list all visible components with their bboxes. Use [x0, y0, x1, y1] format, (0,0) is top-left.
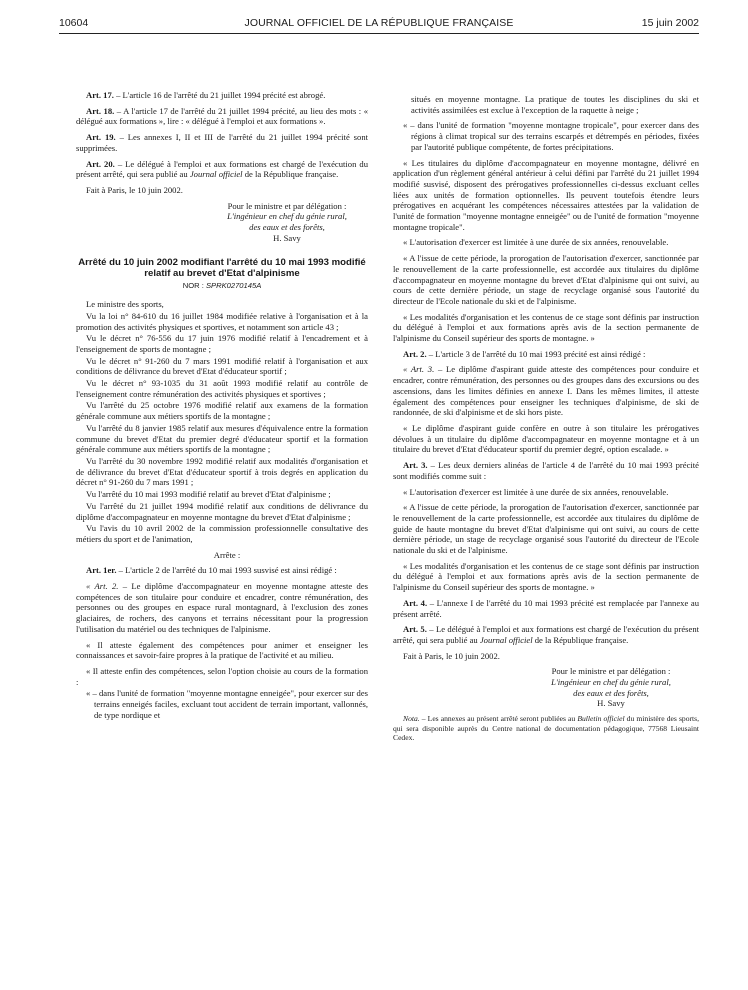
- signature-title: L'ingénieur en chef du génie rural,: [551, 677, 671, 688]
- nota-footnote: Nota. – Les annexes au présent arrêté seront publiées au Bulletin officiel du ministère des sports, qui sera disponible auprès du Centre national de documentation pédagogique, 77568 Lieusaint Cedex.: [393, 714, 700, 742]
- journal-reference: Journal officiel: [479, 634, 533, 645]
- visa-8: Vu l'arrêté du 10 mai 1993 modifié relatif au brevet d'Etat d'alpinisme ;: [86, 489, 331, 500]
- journal-reference: Journal officiel: [189, 169, 243, 180]
- article-label: Art. 5.: [403, 624, 427, 635]
- signing-place-date: Fait à Paris, le 10 juin 2002.: [86, 184, 183, 195]
- signature-block: [76, 201, 368, 244]
- article-label: Art. 1er.: [86, 565, 117, 576]
- header-rule: [59, 33, 699, 34]
- paragraph-modalites-1: « Les modalités d'organisation et les contenus de ce stage sont définis par instruction du délégué à l'emploi et aux formations après avis de la section permanente de l'alpinisme du Conseil supérieur des sports de montagne. »: [393, 311, 699, 344]
- article-text: – Les annexes I, II et III de l'arrêté du 21 juillet 1994 précité sont supprimées.: [76, 132, 369, 153]
- paragraph-autorisation-2: « L'autorisation d'exercer est limitée à une durée de six années, renouvelable.: [403, 486, 669, 497]
- issue-date: 15 juin 2002: [641, 17, 699, 29]
- article-label: Art. 17.: [86, 90, 114, 100]
- right-column: [393, 94, 699, 747]
- article-text: – Les deux derniers alinéas de l'article 4 de l'arrêté du 10 mai 1993 précité sont modifiés comme suit :: [393, 460, 699, 481]
- paragraph-atteste-1: « Il atteste également des compétences pour animer et enseigner les connaissances et savoir-faire propres à la pratique de l'activité et au milieu.: [76, 639, 368, 661]
- signature-title: des eaux et des forêts,: [249, 222, 325, 233]
- bulletin-reference: Bulletin officiel: [577, 714, 625, 724]
- article-text: – A l'article 17 de l'arrêté du 21 juillet 1994 précité, au lieu des mots : « délégué aux formations », lire : « délégué à l'emploi et aux formations ».: [76, 105, 369, 127]
- visa-3: Vu le décret n° 91-260 du 7 mars 1991 modifié relatif à l'organisation et aux conditions de délivrance du brevet d'Etat d'éducateur sportif ;: [76, 355, 368, 377]
- left-column: [76, 90, 368, 725]
- article-text: – Le délégué à l'emploi et aux formations est chargé de l'exécution du présent arrêté, qui sera publié au: [393, 624, 700, 645]
- article-label: Art. 4.: [403, 597, 428, 608]
- visa-7: Vu l'arrêté du 30 novembre 1992 modifié relatif aux modalités d'organisation et de délivrance du brevet d'Etat d'éducateur sportif à trois degrés en application du décret n° 91-260 du 7 mars 1991 ;: [76, 455, 368, 488]
- article-5: [393, 624, 699, 645]
- article-label: Art. 18.: [86, 105, 115, 116]
- visa-5: Vu l'arrêté du 25 octobre 1976 modifié relatif aux examens de la formation générale commune aux métiers sportifs de la montagne ;: [76, 400, 368, 422]
- quoted-text: – Le diplôme d'accompagnateur en moyenne montagne atteste des compétences de son titulaire pour conduire et encadrer, contre rémunération, des personnes ou des groupes en espace rural montagnard, à l'exclusion des zones glaciaires, de rochers, des canyons et terrains nécessitant pour la progression l'utilisation du matériel ou des techniques de l'alpinisme.: [76, 581, 368, 634]
- article-18: [76, 106, 368, 127]
- article-20: [76, 159, 368, 180]
- signature-title: des eaux et des forêts,: [573, 687, 649, 698]
- article-text: – L'annexe I de l'arrêté du 10 mai 1993 précité est remplacée par l'annexe au présent arrêté.: [393, 597, 699, 619]
- page-header: [59, 17, 699, 31]
- option-item-enneigee-continued: situés en moyenne montagne. La pratique de toutes les disciplines du ski et activités assimilées est exclue à l'exception de la raquette à neige ;: [411, 94, 699, 115]
- signature-line: Pour le ministre et par délégation :: [227, 200, 347, 211]
- paragraph-autorisation-1: « L'autorisation d'exercer est limitée à une durée de six années, renouvelable.: [403, 237, 669, 248]
- article-text: de la République française.: [242, 169, 339, 180]
- article-3: [393, 460, 699, 481]
- paragraph-issue-1: « A l'issue de cette période, la prorogation de l'autorisation d'exercer, sanctionnée par le renouvellement de la carte professionnelle, est accordée aux titulaires du diplôme d'accompagnateur en moyenne montagne du brevet d'Etat d'alpinisme qui ont suivi, au cours de cette dernière période, un stage de recyclage organisé sous l'autorité du directeur de l'Ecole nationale du ski et de l'alpinisme.: [393, 253, 699, 306]
- option-item-tropicale: « – dans l'unité de formation "moyenne montagne tropicale", pour exercer dans des régions à climat tropical sur des terrains escarpés et détrempés en périodes, fixées par l'autorité publique compétente, de fortes précipitations.: [403, 120, 699, 152]
- paragraph-issue-2: « A l'issue de cette période, la prorogation de l'autorisation d'exercer, sanctionnée par le renouvellement de la carte professionnelle, est accordée aux titulaires du diplôme de guide de haute montagne du brevet d'Etat d'alpinisme qui ont suivi, au cours de cette dernière période, un stage de recyclage organisé sous l'autorité du directeur de l'Ecole nationale du ski et de l'alpinisme.: [393, 502, 699, 556]
- page-number: 10604: [59, 17, 89, 29]
- nota-label: Nota.: [403, 714, 420, 724]
- signature-block: [393, 666, 699, 709]
- article-label: Art. 2.: [403, 348, 427, 359]
- article-text: de la République française.: [532, 634, 629, 645]
- minister-line: Le ministre des sports,: [86, 299, 164, 310]
- article-17: [76, 90, 368, 101]
- quoted-text: – Le diplôme d'aspirant guide atteste des compétences pour conduire et encadrer, contre rémunération, des personnes ou des groupes dans des excursions ou des ascensions, dans les limites définies en annexe I. Dans les mêmes limites, il atteste également des compétences pour enseigner les techniques d'alpinisme, de ski de randonnée, de ski d'alpinisme et de ski hors piste.: [393, 364, 700, 418]
- article-label: Art. 19.: [86, 132, 116, 143]
- paragraph-titulaires: « Les titulaires du diplôme d'accompagnateur en moyenne montagne, délivré en application d'un règlement général antérieur à celui défini par l'arrêté du 21 juillet 1994 modifié susvisé, disposent des prérogatives professionnelles ci-dessus excluant celles liées aux unités de formation optionnelles. Ils peuvent toutefois étendre leurs prérogatives en acquérant les compétences nécessaires attestées par la validation de l'unité de formation "moyenne montagne enneigée" ou de l'unité de formation "moyenne montagne tropicale".: [393, 157, 699, 232]
- visa-1: Vu la loi n° 84-610 du 16 juillet 1984 modifiée relative à l'organisation et à la promotion des activités physiques et sportives, et notamment son article 43 ;: [76, 310, 368, 332]
- signing-place-date: Fait à Paris, le 10 juin 2002.: [403, 650, 500, 661]
- article-1: [76, 565, 368, 576]
- visa-6: Vu l'arrêté du 8 janvier 1985 relatif aux mesures d'équivalence entre la formation commune du brevet d'Etat du premier degré d'éducateur sportif et la formation générale commune aux métiers sportifs de la montagne ;: [76, 422, 368, 455]
- paragraph-modalites-2: « Les modalités d'organisation et les contenus de ce stage sont définis par instruction du délégué à l'emploi et aux formations après avis de la section permanente de l'alpinisme du Conseil supérieur des sports de montagne. »: [393, 560, 699, 593]
- journal-title: JOURNAL OFFICIEL DE LA RÉPUBLIQUE FRANÇAISE: [244, 17, 514, 29]
- article-label: Art. 20.: [86, 158, 115, 169]
- option-item-enneigee: « – dans l'unité de formation "moyenne montagne enneigée", pour exercer sur des terrains enneigés faciles, excluant tout accident de terrain important, vallonnés, de type nordique et: [86, 688, 368, 720]
- article-text: – L'article 2 de l'arrêté du 10 mai 1993 susvisé est ainsi rédigé :: [116, 565, 337, 576]
- article-text: – L'article 16 de l'arrêté du 21 juillet 1994 précité est abrogé.: [113, 90, 326, 100]
- quoted-label: « Art. 2.: [86, 581, 119, 592]
- article-19: [76, 132, 368, 153]
- signature-title: L'ingénieur en chef du génie rural,: [227, 211, 347, 222]
- quoted-label: « Art. 3.: [403, 364, 435, 375]
- article-text: – Le délégué à l'emploi et aux formations est chargé de l'exécution du présent arrêté, qui sera publié au: [76, 158, 369, 180]
- nor-reference: NOR : SPRK0270145A: [182, 281, 262, 291]
- signatory-name: H. Savy: [273, 232, 301, 243]
- signature-line: Pour le ministre et par délégation :: [551, 666, 671, 677]
- visa-2: Vu le décret n° 76-556 du 17 juin 1976 modifié relatif à l'encadrement et à l'enseignement de sports de montagne ;: [76, 333, 368, 354]
- visa-10: Vu l'avis du 10 avril 2002 de la commission professionnelle consultative des métiers du sport et de l'animation,: [76, 523, 368, 544]
- article-4: [393, 598, 699, 619]
- decree-title: Arrêté du 10 juin 2002 modifiant l'arrêté du 10 mai 1993 modifié relatif au brevet d'Etat d'alpinisme: [78, 257, 366, 280]
- article-label: Art. 3.: [403, 460, 428, 471]
- quoted-article-3: [393, 364, 699, 418]
- paragraph-aspirant: « Le diplôme d'aspirant guide confère en outre à son titulaire les prérogatives dévolues à un titulaire du diplôme d'accompagnateur en moyenne montagne et à un titulaire du brevet d'Etat d'éducateur sportif du premier degré, option escalade. »: [393, 422, 699, 455]
- arrete-heading: Arrête :: [213, 549, 241, 560]
- signatory-name: H. Savy: [597, 698, 625, 709]
- article-2: [393, 349, 699, 360]
- article-text: – L'article 3 de l'arrêté du 10 mai 1993 précité est ainsi rédigé :: [426, 348, 646, 359]
- visa-9: Vu l'arrêté du 21 juillet 1994 modifié relatif aux conditions de délivrance du diplôme d'accompagnateur en moyenne montagne du brevet d'Etat d'alpinisme ;: [76, 500, 368, 522]
- quoted-article-2: [76, 581, 368, 635]
- visa-4: Vu le décret n° 93-1035 du 31 août 1993 modifié relatif au contrôle de l'enseignement contre rémunération des activités physiques et sportives ;: [76, 378, 368, 399]
- paragraph-atteste-2: « Il atteste enfin des compétences, selon l'option choisie au cours de la formation :: [76, 665, 368, 687]
